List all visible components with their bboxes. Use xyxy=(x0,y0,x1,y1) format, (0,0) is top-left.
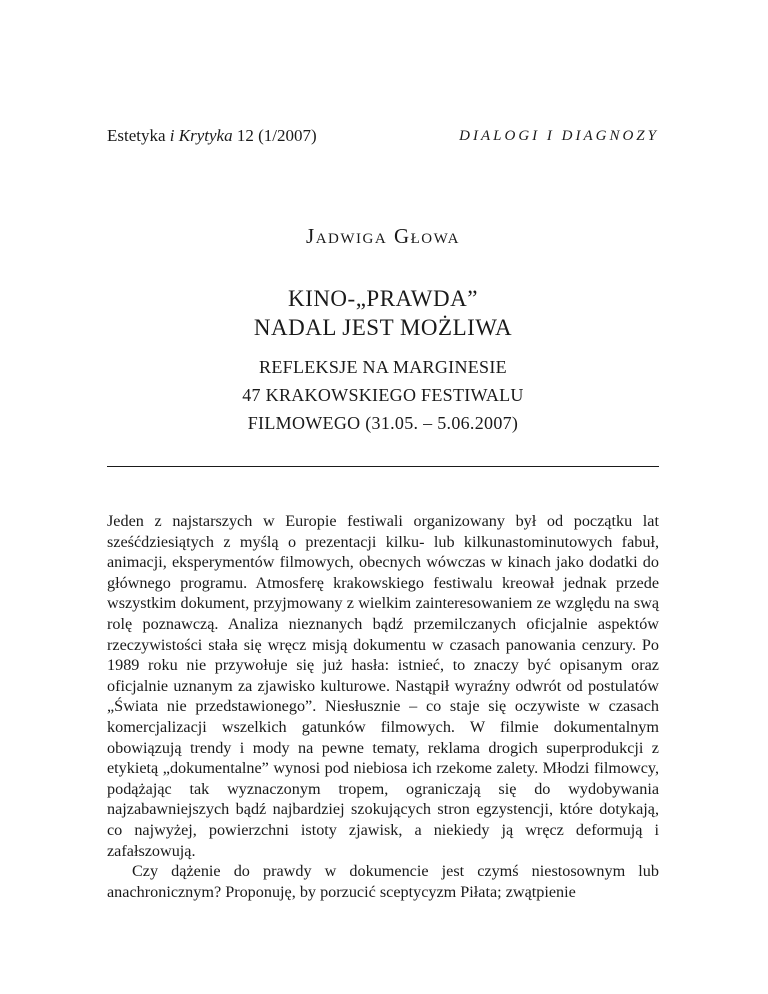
running-head xyxy=(107,124,659,148)
article-author: Jadwiga Głowa xyxy=(306,224,460,248)
article-subtitle-line-3: FILMOWEGO (31.05. – 5.06.2007) xyxy=(247,413,519,433)
journal-citation xyxy=(107,124,317,148)
journal-issue: 12 (1/2007) xyxy=(232,126,317,145)
journal-name-italic: Krytyka xyxy=(178,126,233,145)
article-title-line-2: NADAL JEST MOŻLIWA xyxy=(253,315,513,340)
journal-name-prefix: Estetyka xyxy=(107,126,170,145)
section-name: DIALOGI I DIAGNOZY xyxy=(459,128,659,144)
article-title xyxy=(107,284,659,342)
article-body xyxy=(107,511,659,902)
body-paragraph-2: Czy dążenie do prawdy w dokumencie jest czymś niestosownym lub anachronicznym? Proponuję, by porzucić sceptycyzm Piłata; zwątpienie xyxy=(107,862,659,901)
article-title-line-1: KINO-„PRAWDA” xyxy=(288,286,478,311)
body-paragraph-1: Jeden z najstarszych w Europie festiwali organizowany był od początku lat sześćdziesiątych z myślą o prezentacji kilku- lub kilkunastominutowych fabuł, animacji, eksperymentów filmowych, obecnych wówczas w kinach jako dodatki do głównego programu. Atmosferę krakowskiego festiwalu kreował jednak przede wszystkim dokument, przyjmowany z wielkim zainteresowaniem ze względu na swą rolę poznawczą. Analiza nieznanych bądź przemilczanych oficjalnie aspektów rzeczywistości stała się wręcz misją dokumentu w czasach panowania cenzury. Po 1989 roku nie przywołuje się już hasła: istnieć, to znaczy być opisanym oraz oficjalnie uznanym za zjawisko kulturowe. Nastąpił wyraźny odwrót od postulatów „Świata nie przedstawionego”. Niesłusznie – co staje się oczywiste w czasach komercjalizacji wszelkich gatunków filmowych. W filmie dokumentalnym obowiązują trendy i mody na pewne tematy, reklama drogich superprodukcji z etykietą „dokumentalne” wynosi pod niebiosa ich rzekome zalety. Młodzi filmowcy, podążając tak wyznaczonym tropem, ograniczają się do wydobywania najzabawniejszych bądź najbardziej szokujących stron egzystencji, które dotykają, co najwyżej, powierzchni istoty zjawisk, a niekiedy ją wręcz deformują i zafałszowują. xyxy=(107,512,659,860)
journal-name-i: i xyxy=(169,126,175,145)
article-subtitle-line-1: REFLEKSJE NA MARGINESIE xyxy=(259,357,507,377)
article-subtitle-line-2: 47 KRAKOWSKIEGO FESTIWALU xyxy=(242,385,524,405)
article-subtitle xyxy=(107,353,659,437)
title-divider xyxy=(107,466,659,467)
